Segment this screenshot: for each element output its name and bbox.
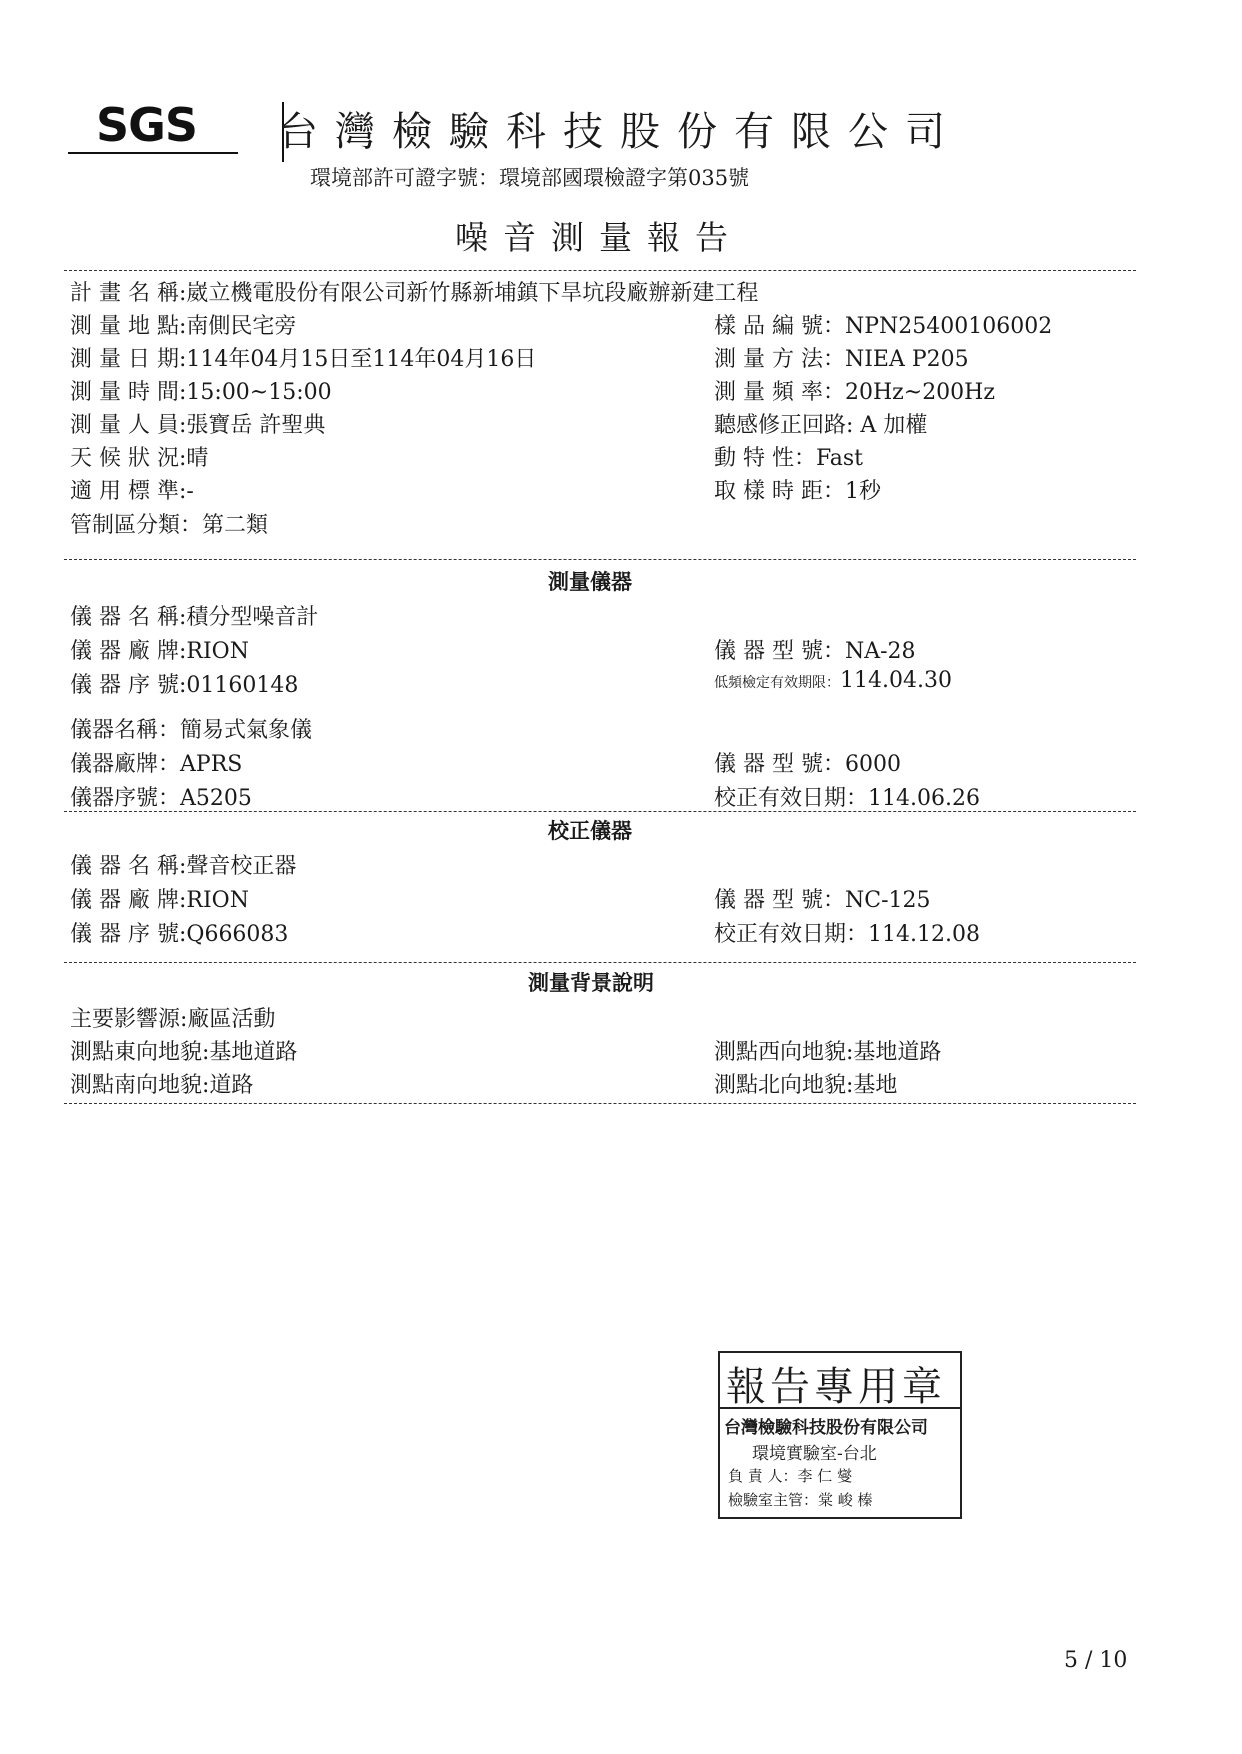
instrument-value: 6000 — [844, 752, 901, 777]
instrument-label: 儀 器 名 稱: — [70, 605, 187, 630]
divider — [64, 270, 1136, 271]
calibration-value: RION — [186, 888, 249, 913]
sgs-logo — [68, 98, 238, 156]
background-value: 基地道路 — [209, 1040, 298, 1065]
instrument-label: 低頻檢定有效期限： — [714, 675, 840, 691]
background-label: 測點北向地貌: — [714, 1073, 854, 1098]
calibration-row — [714, 917, 980, 948]
instruments-heading: 測量儀器 — [548, 569, 632, 594]
instrument-value: 積分型噪音計 — [186, 605, 319, 630]
stamp-person: 負 責 人：李 仁 燮 — [728, 1467, 853, 1485]
info-label: 聽感修正回路: — [714, 413, 854, 438]
stamp-manager: 檢驗室主管：棠 峻 榛 — [728, 1491, 873, 1509]
calibration-value: NC-125 — [844, 888, 931, 913]
info-row — [70, 375, 332, 406]
calibration-label: 儀 器 序 號: — [70, 922, 187, 947]
info-row — [70, 408, 325, 439]
instrument-value: NA-28 — [844, 639, 916, 664]
background-label: 測點西向地貌: — [714, 1040, 854, 1065]
calibration-value: 聲音校正器 — [186, 854, 297, 879]
calibration-row — [70, 849, 296, 880]
calibration-label: 儀 器 型 號： — [714, 888, 845, 913]
instrument-value: 114.06.26 — [868, 786, 980, 811]
project-label: 計 畫 名 稱: — [70, 281, 187, 306]
instrument-row — [70, 600, 318, 631]
instrument-label: 儀 器 廠 牌: — [70, 639, 187, 664]
info-row — [70, 508, 268, 539]
info-row — [70, 441, 208, 472]
info-row — [714, 441, 863, 472]
background-row — [714, 1035, 941, 1066]
instrument-row — [714, 668, 952, 693]
instrument-label: 儀器廠牌： — [70, 752, 181, 777]
divider — [64, 1103, 1136, 1104]
background-value: 廠區活動 — [187, 1007, 276, 1032]
info-value: 南側民宅旁 — [186, 314, 297, 339]
instrument-value: A5205 — [180, 786, 252, 811]
report-stamp — [718, 1351, 962, 1519]
license-number: 環境部許可證字號：環境部國環檢證字第035號 — [310, 166, 750, 190]
logo-underline — [68, 152, 238, 154]
info-label: 適 用 標 準: — [70, 479, 187, 504]
instrument-row — [70, 747, 242, 778]
instrument-value: 114.04.30 — [840, 668, 952, 693]
report-title: 噪音測量報告 — [455, 218, 743, 257]
info-value: 晴 — [186, 446, 209, 471]
info-row — [714, 408, 927, 439]
background-row — [70, 1002, 275, 1033]
instrument-label: 儀器名稱： — [70, 718, 181, 743]
instrument-label: 儀 器 型 號： — [714, 752, 845, 777]
divider — [64, 962, 1136, 963]
info-value: A 加權 — [853, 413, 928, 438]
info-value: - — [186, 479, 194, 504]
instrument-value: 01160148 — [186, 673, 299, 698]
instrument-row — [714, 747, 901, 778]
background-heading: 測量背景說明 — [528, 970, 654, 995]
calibration-row — [70, 883, 249, 914]
instrument-label: 儀器序號： — [70, 786, 181, 811]
info-value: 1秒 — [844, 479, 881, 504]
info-label: 天 候 狀 況: — [70, 446, 187, 471]
info-row — [70, 309, 296, 340]
info-value: Fast — [816, 446, 864, 471]
info-label: 管制區分類： — [70, 513, 203, 538]
info-label: 測 量 地 點: — [70, 314, 187, 339]
info-value: 第二類 — [202, 513, 269, 538]
info-label: 樣 品 編 號： — [714, 314, 845, 339]
info-value: NPN25400106002 — [844, 314, 1053, 339]
info-label: 測 量 頻 率： — [714, 380, 845, 405]
instrument-row — [70, 713, 312, 744]
calibration-value: 114.12.08 — [868, 922, 980, 947]
background-row — [70, 1068, 253, 1099]
info-row — [70, 474, 194, 505]
background-label: 主要影響源: — [70, 1007, 188, 1032]
instrument-row — [70, 668, 298, 699]
instrument-value: 簡易式氣象儀 — [180, 718, 313, 743]
background-value: 道路 — [209, 1073, 254, 1098]
divider — [64, 811, 1136, 812]
stamp-divider — [720, 1407, 960, 1409]
calibration-row — [70, 917, 288, 948]
info-row — [714, 309, 1052, 340]
instrument-row — [70, 781, 252, 812]
info-row — [70, 342, 536, 373]
info-value: 15:00~15:00 — [186, 380, 332, 405]
info-label: 測 量 方 法： — [714, 347, 845, 372]
background-label: 測點南向地貌: — [70, 1073, 210, 1098]
info-label: 動 特 性： — [714, 446, 816, 471]
info-value: NIEA P205 — [844, 347, 969, 372]
calibration-label: 儀 器 廠 牌: — [70, 888, 187, 913]
instrument-label: 校正有效日期： — [714, 786, 869, 811]
info-row — [714, 375, 995, 406]
info-value: 20Hz~200Hz — [844, 380, 995, 405]
company-name: 台灣檢驗科技股份有限公司 — [278, 109, 962, 155]
instrument-value: APRS — [180, 752, 243, 777]
calibration-row — [714, 883, 931, 914]
stamp-company: 台灣檢驗科技股份有限公司 — [724, 1418, 928, 1438]
background-row — [70, 1035, 297, 1066]
background-label: 測點東向地貌: — [70, 1040, 210, 1065]
logo-text: SGS — [96, 98, 198, 152]
stamp-heading: 報告專用章 — [726, 1364, 946, 1410]
info-label: 測 量 人 員: — [70, 413, 187, 438]
calibration-label: 儀 器 名 稱: — [70, 854, 187, 879]
info-label: 測 量 日 期: — [70, 347, 187, 372]
info-label: 取 樣 時 距： — [714, 479, 845, 504]
instrument-label: 儀 器 型 號： — [714, 639, 845, 664]
info-row — [714, 474, 881, 505]
instrument-row — [70, 634, 249, 665]
instrument-value: RION — [186, 639, 249, 664]
project-row — [70, 276, 758, 307]
calibration-heading: 校正儀器 — [548, 818, 632, 843]
background-value: 基地 — [853, 1073, 898, 1098]
info-value: 114年04月15日至114年04月16日 — [186, 347, 537, 372]
info-label: 測 量 時 間: — [70, 380, 187, 405]
info-row — [714, 342, 969, 373]
page-number: 5 / 10 — [1064, 1648, 1128, 1673]
instrument-label: 儀 器 序 號: — [70, 673, 187, 698]
divider — [64, 559, 1136, 560]
calibration-value: Q666083 — [186, 922, 289, 947]
instrument-row — [714, 634, 916, 665]
info-value: 張寶岳 許聖典 — [186, 413, 326, 438]
background-row — [714, 1068, 897, 1099]
instrument-row — [714, 781, 980, 812]
background-value: 基地道路 — [853, 1040, 942, 1065]
project-value: 崴立機電股份有限公司新竹縣新埔鎮下旱坑段廠辦新建工程 — [186, 281, 759, 306]
stamp-lab: 環境實驗室-台北 — [752, 1444, 877, 1464]
calibration-label: 校正有效日期： — [714, 922, 869, 947]
